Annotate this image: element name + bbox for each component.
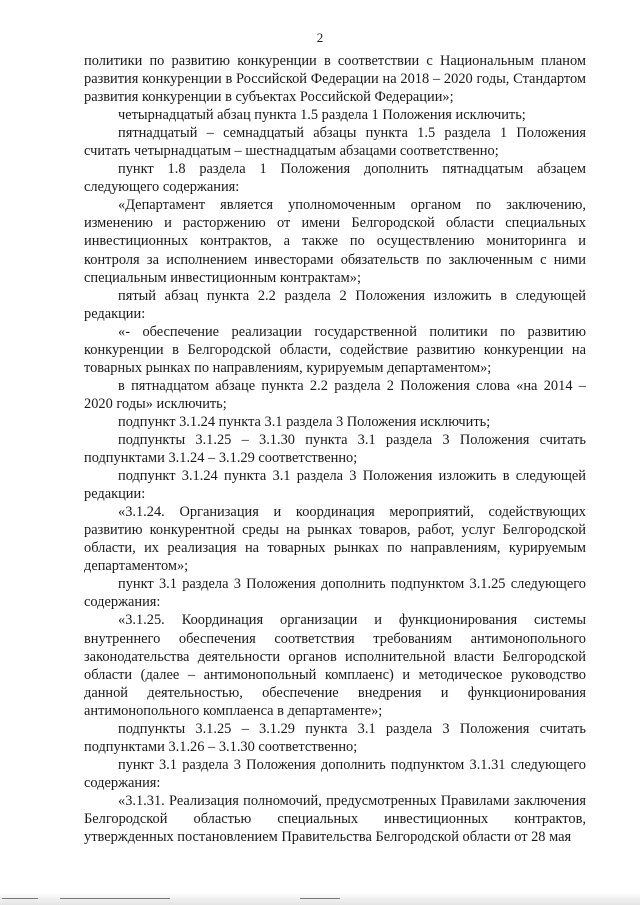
paragraph: пункт 3.1 раздела 3 Положения дополнить подпунктом 3.1.31 следующего содержания:	[84, 756, 586, 791]
paragraph: подпункт 3.1.24 пункта 3.1 раздела 3 Положения изложить в следующей редакции:	[84, 468, 586, 503]
paragraph: пятый абзац пункта 2.2 раздела 2 Положения изложить в следующей редакции:	[84, 287, 586, 322]
scan-artifact-line	[300, 898, 340, 899]
paragraph: в пятнадцатом абзаце пункта 2.2 раздела 2 Положения слова «на 2014 – 2020 годы» исключить;	[84, 377, 586, 412]
paragraph: «Департамент является уполномоченным органом по заключению, изменению и расторжению от имени Белгородской области специальных инвестиционных контрактов, а также по осуществлению мониторинга и контроля за исполнением инвесторами обязательств по заключенным с ними специальным инвестиционным контрактам»;	[84, 197, 586, 286]
scan-artifact-line	[2, 898, 38, 899]
paragraph: «3.1.31. Реализация полномочий, предусмотренных Правилами заключения Белгородской областью специальных инвестиционных контрактов, утвержденных постановлением Правительства Белгородской области от 28 мая	[84, 792, 586, 846]
scan-artifact-line	[60, 898, 170, 899]
paragraph: «3.1.25. Координация организации и функционирования системы внутреннего обеспечения соответствия требованиям антимонопольного законодательства деятельности органов исполнительной власти Белгородской области (далее – антимонопольный комплаенс) и методическое руководство данной деятельностью, обеспечение внедрения и функционирования антимонопольного комплаенса в департаменте»;	[84, 612, 586, 719]
paragraph: подпункты 3.1.25 – 3.1.29 пункта 3.1 раздела 3 Положения считать подпунктами 3.1.26 – 3.1.30 соответственно;	[84, 720, 586, 755]
paragraph: «- обеспечение реализации государственной политики по развитию конкуренции в Белгородской области, содействие развитию конкуренции на товарных рынках по направлениям, курируемым департаментом»;	[84, 323, 586, 376]
paragraph: подпункты 3.1.25 – 3.1.30 пункта 3.1 раздела 3 Положения считать подпунктами 3.1.24 – 3.1.29 соответственно;	[84, 431, 586, 467]
paragraph: пятнадцатый – семнадцатый абзацы пункта 1.5 раздела 1 Положения считать четырнадцатым – шестнадцатым абзацами соответственно;	[84, 125, 586, 160]
scan-bottom-edge	[0, 893, 640, 905]
paragraph: «3.1.24. Организация и координация мероприятий, содействующих развитию конкурентной среды на рынках товаров, работ, услуг Белгородской области, их реализация на товарных рынках по направлениям, курируемым департаментом»;	[84, 504, 586, 575]
paragraph: четырнадцатый абзац пункта 1.5 раздела 1 Положения исключить;	[118, 107, 526, 124]
paragraph: подпункт 3.1.24 пункта 3.1 раздела 3 Положения исключить;	[118, 413, 491, 430]
paragraph: пункт 1.8 раздела 1 Положения дополнить пятнадцатым абзацем следующего содержания:	[84, 161, 586, 196]
page-number: 2	[316, 30, 324, 45]
paragraph: политики по развитию конкуренции в соответствии с Национальным планом развития конкуренции в Российской Федерации на 2018 – 2020 годы, Стандартом развития конкуренции в субъектах Российской Федерации»;	[84, 53, 586, 106]
document-body	[84, 52, 586, 846]
paragraph: пункт 3.1 раздела 3 Положения дополнить подпунктом 3.1.25 следующего содержания:	[84, 576, 586, 611]
